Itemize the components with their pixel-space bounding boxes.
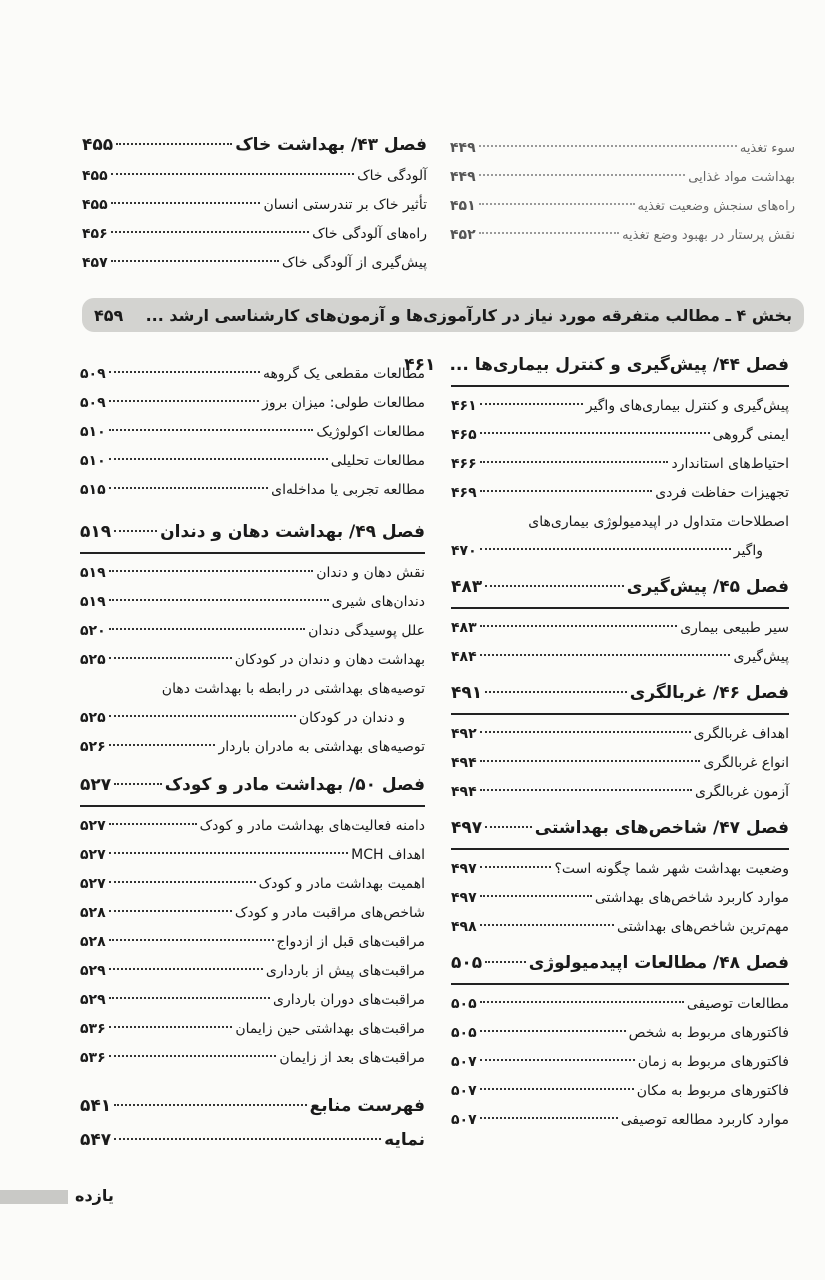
chapter-title: فصل ۵۰/ بهداشت مادر و کودک <box>164 775 425 795</box>
chapter-page: ۵۲۷ <box>80 775 112 795</box>
entry-title: راه‌های آلودگی خاک <box>312 226 427 242</box>
entry-page: ۴۸۴ <box>451 649 477 665</box>
leader-dots <box>480 461 669 463</box>
toc-entry[interactable] <box>451 479 789 508</box>
leader-dots <box>480 432 710 434</box>
toc-entry[interactable] <box>82 191 427 220</box>
toc-entry[interactable] <box>80 986 425 1015</box>
leader-dots <box>109 657 232 659</box>
entry-page: ۴۵۷ <box>82 255 108 271</box>
entry-title: مطالعه تجربی یا مداخله‌ای <box>271 482 425 498</box>
toc-entry[interactable] <box>451 643 789 672</box>
toc-entry[interactable] <box>80 418 425 447</box>
entry-page: ۴۹۲ <box>451 726 477 742</box>
entry-title: مراقبت‌های بعد از زایمان <box>279 1050 425 1066</box>
entry-page: ۵۰۹ <box>80 366 106 382</box>
leader-dots <box>109 910 232 912</box>
chapter-heading[interactable] <box>451 811 789 845</box>
leader-dots <box>480 1030 626 1032</box>
chapter-page: ۵۱۹ <box>80 522 112 542</box>
toc-entry[interactable] <box>80 841 425 870</box>
entry-page: ۵۱۵ <box>80 482 106 498</box>
leader-dots <box>109 997 270 999</box>
toc-entry[interactable] <box>80 559 425 588</box>
toc-entry[interactable] <box>80 733 425 762</box>
toc-entry[interactable] <box>451 913 789 942</box>
leader-dots <box>116 143 232 145</box>
entry-page: ۵۲۷ <box>80 876 106 892</box>
entry-page: ۴۴۹ <box>450 140 476 156</box>
chapter-title: فصل ۴۷/ شاخص‌های بهداشتی <box>534 818 789 838</box>
leader-dots <box>109 1026 233 1028</box>
entry-title: مطالعات طولی: میزان بروز <box>262 395 425 411</box>
entry-page: ۴۷۰ <box>451 543 477 559</box>
entry-page: ۵۰۷ <box>451 1083 477 1099</box>
entry-title: فاکتورهای مربوط به زمان <box>637 1054 789 1070</box>
toc-entry[interactable] <box>80 646 425 675</box>
entry-title: مطالعات توصیفی <box>686 996 789 1012</box>
toc-entry[interactable] <box>451 421 789 450</box>
entry-title: مراقبت‌های دوران بارداری <box>273 992 425 1008</box>
leader-dots <box>485 585 624 587</box>
entry-page: ۵۱۰ <box>80 453 106 469</box>
entry-title: بهداشت مواد غذایی <box>688 170 795 185</box>
toc-entry[interactable] <box>80 899 425 928</box>
entry-page: ۴۵۶ <box>82 226 108 242</box>
entry-title: آلودگی خاک <box>357 168 427 184</box>
top-right-block <box>450 134 795 250</box>
entry-page: ۵۰۵ <box>451 996 477 1012</box>
entry-title: فاکتورهای مربوط به شخص <box>628 1025 789 1041</box>
toc-entry[interactable] <box>451 720 789 749</box>
entry-page: ۴۵۵ <box>82 168 108 184</box>
entry-title: انواع غربالگری <box>703 755 789 771</box>
entry-page: ۴۶۵ <box>451 427 477 443</box>
entry-title: اهداف غربالگری <box>693 726 789 742</box>
leader-dots <box>109 715 296 717</box>
chapter-title: فصل ۴۴/ پیش‌گیری و کنترل بیماری‌ها ... <box>449 355 789 375</box>
entry-page: ۵۱۰ <box>80 424 106 440</box>
toc-entry[interactable] <box>451 1048 789 1077</box>
toc-entry[interactable] <box>80 1015 425 1044</box>
entry-page: ۵۰۹ <box>80 395 106 411</box>
leader-dots <box>114 1138 381 1140</box>
leader-dots <box>480 866 552 868</box>
chapter-heading[interactable] <box>80 1123 425 1157</box>
toc-entry[interactable] <box>80 870 425 899</box>
entry-title: موارد کاربرد شاخص‌های بهداشتی <box>594 890 789 906</box>
entry-title: تأثیر خاک بر تندرستی انسان <box>263 197 427 213</box>
toc-entry[interactable] <box>451 450 789 479</box>
chapter-page: ۴۵۵ <box>82 135 114 155</box>
chapter-page: ۴۶۱ <box>404 355 436 375</box>
leader-dots <box>480 654 731 656</box>
toc-entry-line[interactable]: اصطلاحات متداول در اپیدمیولوژی بیماری‌های <box>528 514 789 530</box>
entry-title: مراقبت‌های بهداشتی حین زایمان <box>235 1021 425 1037</box>
entry-title: موارد کاربرد مطالعه توصیفی <box>620 1112 789 1128</box>
leader-dots <box>485 961 526 963</box>
entry-page: ۴۹۴ <box>451 784 477 800</box>
chapter-page: ۴۹۱ <box>451 683 483 703</box>
entry-title: پیش‌گیری و کنترل بیماری‌های واگیر <box>585 398 789 414</box>
toc-entry[interactable] <box>451 884 789 913</box>
entry-page: ۵۲۸ <box>80 905 106 921</box>
chapter-rule <box>80 552 425 554</box>
leader-dots <box>480 1059 635 1061</box>
leader-dots <box>480 731 691 733</box>
chapter-page: ۵۴۷ <box>80 1130 112 1150</box>
entry-page: ۴۶۹ <box>451 485 477 501</box>
entry-title: سیر طبیعی بیماری <box>680 620 789 636</box>
entry-page: ۴۹۷ <box>451 861 477 877</box>
entry-page: ۴۵۱ <box>450 198 476 214</box>
leader-dots <box>480 789 692 791</box>
page-number-word: یازده <box>75 1186 114 1205</box>
leader-dots <box>480 760 701 762</box>
entry-page: ۴۴۹ <box>450 169 476 185</box>
top-left-block <box>82 128 427 278</box>
entry-title: ایمنی گروهی <box>712 427 789 443</box>
leader-dots <box>109 968 263 970</box>
entry-page: ۵۰۷ <box>451 1054 477 1070</box>
toc-entry[interactable] <box>80 476 425 505</box>
toc-entry[interactable] <box>80 704 425 733</box>
toc-entry[interactable] <box>80 588 425 617</box>
toc-entry[interactable] <box>80 928 425 957</box>
entry-title: مهم‌ترین شاخص‌های بهداشتی <box>617 919 789 935</box>
toc-entry[interactable] <box>80 617 425 646</box>
entry-page: ۵۰۵ <box>451 1025 477 1041</box>
entry-page: ۵۲۷ <box>80 847 106 863</box>
toc-entry[interactable] <box>80 1044 425 1073</box>
entry-title: نقش پرستار در بهبود وضع تغذیه <box>622 228 795 243</box>
toc-entry[interactable] <box>82 220 427 249</box>
leader-dots <box>109 823 197 825</box>
entry-page: ۵۲۷ <box>80 818 106 834</box>
entry-title: سوء تغذیه <box>739 141 795 156</box>
chapter-heading[interactable] <box>451 676 789 710</box>
leader-dots <box>109 570 314 572</box>
entry-page: ۵۳۶ <box>80 1050 106 1066</box>
toc-entry[interactable] <box>451 990 789 1019</box>
entry-title: و دندان در کودکان <box>298 710 405 726</box>
leader-dots <box>109 371 260 373</box>
chapter-title: فصل ۴۵/ پیش‌گیری <box>626 577 789 597</box>
banner-title: بخش ۴ ـ مطالب متفرقه مورد نیاز در کارآموزی‌ها و آزمون‌های کارشناسی ارشد ... <box>145 305 792 325</box>
leader-dots <box>480 403 583 405</box>
chapter-title: فصل ۴۶/ غربالگری <box>629 683 789 703</box>
leader-dots <box>111 173 355 175</box>
entry-title: احتیاط‌های استاندارد <box>671 456 789 472</box>
leader-dots <box>479 203 635 205</box>
entry-page: ۵۳۶ <box>80 1021 106 1037</box>
entry-title: بهداشت دهان و دندان در کودکان <box>234 652 425 668</box>
entry-title: مطالعات مقطعی یک گروهه <box>262 366 425 382</box>
entry-title: علل پوسیدگی دندان <box>308 623 425 639</box>
entry-page: ۴۶۶ <box>451 456 477 472</box>
chapter-heading[interactable] <box>404 348 789 382</box>
chapter-heading[interactable] <box>80 515 425 549</box>
entry-page: ۵۲۹ <box>80 992 106 1008</box>
leader-dots <box>480 895 592 897</box>
entry-page: ۵۱۹ <box>80 565 106 581</box>
left-column <box>80 360 425 1157</box>
entry-page: ۵۲۵ <box>80 652 106 668</box>
leader-dots <box>114 1104 306 1106</box>
leader-dots <box>109 458 328 460</box>
entry-page: ۴۵۵ <box>82 197 108 213</box>
leader-dots <box>479 232 619 234</box>
toc-entry[interactable] <box>451 749 789 778</box>
entry-title: اهمیت بهداشت مادر و کودک <box>258 876 425 892</box>
entry-title: مراقبت‌های پیش از بارداری <box>265 963 425 979</box>
toc-entry[interactable] <box>450 221 795 250</box>
leader-dots <box>479 145 737 147</box>
chapter-title: فهرست منابع <box>309 1096 425 1116</box>
entry-page: ۴۵۲ <box>450 227 476 243</box>
banner-page: ۴۵۹ <box>94 305 124 325</box>
chapter-heading[interactable] <box>82 128 427 162</box>
entry-title: راه‌های سنجش وضعیت تغذیه <box>637 199 795 214</box>
entry-page: ۵۲۰ <box>80 623 106 639</box>
chapter-heading[interactable] <box>80 768 425 802</box>
entry-title: پیش‌گیری <box>733 649 789 665</box>
leader-dots <box>109 429 314 431</box>
chapter-title: نمایه <box>384 1130 425 1150</box>
leader-dots <box>485 691 627 693</box>
toc-entry[interactable] <box>451 1019 789 1048</box>
toc-entry[interactable] <box>451 1106 789 1135</box>
footer-strip <box>0 1190 68 1204</box>
leader-dots <box>109 1055 277 1057</box>
entry-title: پیش‌گیری از آلودگی خاک <box>282 255 427 271</box>
entry-page: ۴۸۳ <box>451 620 477 636</box>
entry-page: ۵۰۷ <box>451 1112 477 1128</box>
toc-entry[interactable] <box>80 447 425 476</box>
leader-dots <box>111 260 279 262</box>
chapter-rule <box>451 385 789 387</box>
toc-entry[interactable] <box>450 134 795 163</box>
chapter-rule <box>451 983 789 985</box>
leader-dots <box>480 548 731 550</box>
leader-dots <box>111 231 309 233</box>
leader-dots <box>109 599 329 601</box>
toc-entry[interactable] <box>451 537 789 566</box>
chapter-title: فصل ۴۸/ مطالعات اپیدمیولوژی <box>528 953 789 973</box>
toc-entry-line[interactable]: توصیه‌های بهداشتی در رابطه با بهداشت دهان <box>161 681 425 697</box>
leader-dots <box>109 487 268 489</box>
entry-title: مطالعات اکولوژیک <box>316 424 425 440</box>
entry-title: تجهیزات حفاظت فردی <box>655 485 789 501</box>
entry-page: ۵۱۹ <box>80 594 106 610</box>
toc-entry[interactable] <box>451 392 789 421</box>
entry-title: وضعیت بهداشت شهر شما چگونه است؟ <box>554 861 789 877</box>
leader-dots <box>109 744 216 746</box>
chapter-rule <box>451 607 789 609</box>
leader-dots <box>111 202 261 204</box>
entry-page: ۴۹۷ <box>451 890 477 906</box>
section-banner[interactable] <box>82 298 804 332</box>
entry-page: ۴۹۸ <box>451 919 477 935</box>
chapter-heading[interactable] <box>80 1089 425 1123</box>
leader-dots <box>485 826 532 828</box>
entry-title: آزمون غربالگری <box>694 784 789 800</box>
leader-dots <box>480 625 678 627</box>
leader-dots <box>109 852 348 854</box>
toc-entry[interactable] <box>80 812 425 841</box>
toc-entry[interactable] <box>80 360 425 389</box>
leader-dots <box>480 1088 634 1090</box>
entry-page: ۵۲۵ <box>80 710 106 726</box>
toc-entry[interactable] <box>80 957 425 986</box>
right-column <box>404 348 789 1135</box>
leader-dots <box>109 628 305 630</box>
chapter-page: ۵۰۵ <box>451 953 483 973</box>
entry-title: توصیه‌های بهداشتی به مادران باردار <box>218 739 425 755</box>
chapter-heading[interactable] <box>451 570 789 604</box>
toc-entry[interactable] <box>451 778 789 807</box>
leader-dots <box>480 490 653 492</box>
chapter-rule <box>451 848 789 850</box>
leader-dots <box>479 174 686 176</box>
entry-title: واگیر <box>733 543 763 559</box>
leader-dots <box>114 783 162 785</box>
chapter-rule <box>80 805 425 807</box>
entry-page: ۵۲۹ <box>80 963 106 979</box>
entry-title: فاکتورهای مربوط به مکان <box>636 1083 789 1099</box>
leader-dots <box>109 400 260 402</box>
toc-entry[interactable] <box>80 389 425 418</box>
chapter-title: فصل ۴۳/ بهداشت خاک <box>235 135 427 155</box>
leader-dots <box>480 1001 684 1003</box>
entry-title: مراقبت‌های قبل از ازدواج <box>276 934 425 950</box>
entry-title: شاخص‌های مراقبت مادر و کودک <box>234 905 425 921</box>
entry-page: ۴۶۱ <box>451 398 477 414</box>
entry-title: اهداف MCH <box>351 847 425 863</box>
toc-entry[interactable] <box>82 249 427 278</box>
entry-title: نقش دهان و دندان <box>316 565 425 581</box>
toc-entry[interactable] <box>451 614 789 643</box>
leader-dots <box>109 881 256 883</box>
entry-title: مطالعات تحلیلی <box>330 453 425 469</box>
chapter-page: ۴۹۷ <box>451 818 483 838</box>
entry-page: ۵۲۸ <box>80 934 106 950</box>
leader-dots <box>114 530 157 532</box>
leader-dots <box>109 939 274 941</box>
toc-entry[interactable] <box>82 162 427 191</box>
toc-entry[interactable] <box>451 855 789 884</box>
leader-dots <box>480 1117 618 1119</box>
chapter-rule <box>451 713 789 715</box>
chapter-heading[interactable] <box>451 946 789 980</box>
entry-page: ۴۹۴ <box>451 755 477 771</box>
leader-dots <box>480 924 614 926</box>
entry-page: ۵۲۶ <box>80 739 106 755</box>
chapter-page: ۴۸۳ <box>451 577 483 597</box>
toc-entry[interactable] <box>450 163 795 192</box>
entry-title: دامنه فعالیت‌های بهداشت مادر و کودک <box>199 818 425 834</box>
entry-title: دندان‌های شیری <box>331 594 425 610</box>
chapter-page: ۵۴۱ <box>80 1096 112 1116</box>
toc-entry[interactable] <box>450 192 795 221</box>
toc-entry[interactable] <box>451 1077 789 1106</box>
chapter-title: فصل ۴۹/ بهداشت دهان و دندان <box>160 522 425 542</box>
